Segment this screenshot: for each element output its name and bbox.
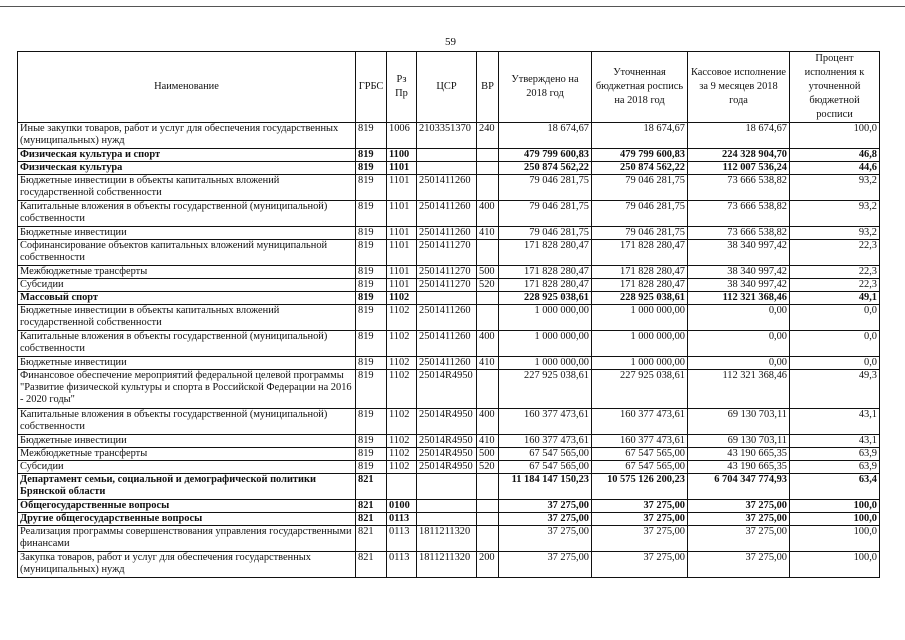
cell-vr: 410 [477, 227, 499, 240]
table-row [18, 500, 880, 513]
cell-grbs: 819 [356, 162, 387, 175]
cell-rzpr: 1100 [387, 149, 417, 162]
cell-refined: 227 925 038,61 [592, 370, 688, 409]
cell-csr: 1811211320 [417, 526, 477, 552]
cell-grbs: 819 [356, 227, 387, 240]
cell-vr: 520 [477, 461, 499, 474]
cell-cash: 0,00 [688, 305, 790, 331]
cell-name: Массовый спорт [18, 292, 356, 305]
cell-csr: 2501411260 [417, 175, 477, 201]
cell-name: Физическая культура и спорт [18, 149, 356, 162]
cell-refined: 79 046 281,75 [592, 201, 688, 227]
cell-cash: 6 704 347 774,93 [688, 474, 790, 500]
cell-csr: 2501411270 [417, 279, 477, 292]
header-approved: Утверждено на 2018 год [499, 52, 592, 123]
cell-rzpr: 1101 [387, 240, 417, 266]
cell-name: Субсидии [18, 279, 356, 292]
cell-approved: 228 925 038,61 [499, 292, 592, 305]
cell-csr: 2501411260 [417, 331, 477, 357]
cell-refined: 171 828 280,47 [592, 279, 688, 292]
cell-grbs: 819 [356, 279, 387, 292]
cell-grbs: 819 [356, 305, 387, 331]
cell-rzpr: 1102 [387, 331, 417, 357]
cell-rzpr: 1101 [387, 162, 417, 175]
cell-grbs: 821 [356, 526, 387, 552]
cell-refined: 1 000 000,00 [592, 357, 688, 370]
cell-name: Общегосударственные вопросы [18, 500, 356, 513]
cell-approved: 79 046 281,75 [499, 175, 592, 201]
cell-rzpr: 1102 [387, 305, 417, 331]
cell-rzpr: 1102 [387, 461, 417, 474]
table-row [18, 292, 880, 305]
cell-grbs: 819 [356, 149, 387, 162]
cell-percent: 0,0 [790, 305, 880, 331]
cell-percent: 93,2 [790, 201, 880, 227]
cell-approved: 37 275,00 [499, 552, 592, 578]
cell-refined: 37 275,00 [592, 513, 688, 526]
cell-approved: 37 275,00 [499, 500, 592, 513]
table-row [18, 435, 880, 448]
cell-csr [417, 513, 477, 526]
cell-vr [477, 370, 499, 409]
cell-cash: 224 328 904,70 [688, 149, 790, 162]
cell-cash: 38 340 997,42 [688, 279, 790, 292]
cell-grbs: 819 [356, 435, 387, 448]
cell-csr: 2501411260 [417, 201, 477, 227]
cell-refined: 37 275,00 [592, 552, 688, 578]
cell-approved: 67 547 565,00 [499, 461, 592, 474]
cell-approved: 479 799 600,83 [499, 149, 592, 162]
table-body [18, 123, 880, 578]
cell-percent: 22,3 [790, 279, 880, 292]
header-refined: Уточненная бюджетная роспись на 2018 год [592, 52, 688, 123]
cell-rzpr: 1101 [387, 201, 417, 227]
cell-cash: 37 275,00 [688, 500, 790, 513]
cell-percent: 44,6 [790, 162, 880, 175]
cell-vr: 520 [477, 279, 499, 292]
table-row [18, 448, 880, 461]
cell-vr [477, 175, 499, 201]
cell-grbs: 819 [356, 175, 387, 201]
header-row [18, 52, 880, 123]
cell-cash: 0,00 [688, 331, 790, 357]
cell-approved: 227 925 038,61 [499, 370, 592, 409]
cell-rzpr: 0113 [387, 552, 417, 578]
cell-vr: 410 [477, 435, 499, 448]
cell-rzpr: 0100 [387, 500, 417, 513]
cell-vr: 500 [477, 448, 499, 461]
cell-name: Бюджетные инвестиции в объекты капитальных вложений государственной собственности [18, 175, 356, 201]
cell-vr: 240 [477, 123, 499, 149]
cell-approved: 37 275,00 [499, 513, 592, 526]
cell-csr: 25014R4950 [417, 370, 477, 409]
cell-csr [417, 474, 477, 500]
cell-refined: 250 874 562,22 [592, 162, 688, 175]
cell-vr [477, 513, 499, 526]
cell-rzpr: 1102 [387, 370, 417, 409]
cell-vr [477, 305, 499, 331]
cell-grbs: 821 [356, 474, 387, 500]
cell-percent: 49,1 [790, 292, 880, 305]
header-percent: Процент исполнения к уточненной бюджетной росписи [790, 52, 880, 123]
cell-refined: 228 925 038,61 [592, 292, 688, 305]
cell-approved: 250 874 562,22 [499, 162, 592, 175]
cell-percent: 100,0 [790, 552, 880, 578]
cell-name: Иные закупки товаров, работ и услуг для обеспечения государственных (муниципальных) нужд [18, 123, 356, 149]
cell-grbs: 819 [356, 370, 387, 409]
cell-cash: 73 666 538,82 [688, 175, 790, 201]
table-row [18, 357, 880, 370]
cell-grbs: 819 [356, 331, 387, 357]
cell-percent: 0,0 [790, 331, 880, 357]
cell-cash: 112 321 368,46 [688, 292, 790, 305]
cell-percent: 63,9 [790, 461, 880, 474]
cell-refined: 67 547 565,00 [592, 461, 688, 474]
header-rzpr: Рз Пр [387, 52, 417, 123]
table-row [18, 201, 880, 227]
cell-name: Субсидии [18, 461, 356, 474]
cell-approved: 37 275,00 [499, 526, 592, 552]
cell-refined: 79 046 281,75 [592, 175, 688, 201]
table-row [18, 162, 880, 175]
cell-approved: 1 000 000,00 [499, 331, 592, 357]
cell-approved: 18 674,67 [499, 123, 592, 149]
cell-csr: 2501411260 [417, 305, 477, 331]
cell-refined: 479 799 600,83 [592, 149, 688, 162]
table-row [18, 474, 880, 500]
cell-refined: 10 575 126 200,23 [592, 474, 688, 500]
cell-percent: 100,0 [790, 123, 880, 149]
cell-cash: 0,00 [688, 357, 790, 370]
cell-percent: 63,9 [790, 448, 880, 461]
cell-grbs: 821 [356, 513, 387, 526]
cell-name: Финансовое обеспечение мероприятий федеральной целевой программы "Развитие физической культуры и спорта в Российской Федерации на 2016 - 2020 годы" [18, 370, 356, 409]
cell-cash: 112 321 368,46 [688, 370, 790, 409]
cell-csr: 1811211320 [417, 552, 477, 578]
cell-rzpr: 1006 [387, 123, 417, 149]
cell-cash: 37 275,00 [688, 552, 790, 578]
cell-percent: 93,2 [790, 227, 880, 240]
cell-percent: 46,8 [790, 149, 880, 162]
cell-name: Бюджетные инвестиции [18, 435, 356, 448]
table-row [18, 552, 880, 578]
cell-grbs: 819 [356, 357, 387, 370]
cell-refined: 1 000 000,00 [592, 305, 688, 331]
header-csr: ЦСР [417, 52, 477, 123]
cell-name: Бюджетные инвестиции [18, 357, 356, 370]
cell-csr: 2501411260 [417, 227, 477, 240]
table-row [18, 331, 880, 357]
cell-rzpr [387, 474, 417, 500]
cell-cash: 18 674,67 [688, 123, 790, 149]
cell-cash: 37 275,00 [688, 513, 790, 526]
cell-percent: 100,0 [790, 513, 880, 526]
table-row [18, 409, 880, 435]
cell-refined: 79 046 281,75 [592, 227, 688, 240]
table-row [18, 279, 880, 292]
cell-approved: 1 000 000,00 [499, 357, 592, 370]
cell-vr [477, 149, 499, 162]
budget-table [17, 51, 880, 578]
cell-name: Закупка товаров, работ и услуг для обеспечения государственных (муниципальных) нужд [18, 552, 356, 578]
cell-csr: 2103351370 [417, 123, 477, 149]
table-row [18, 305, 880, 331]
cell-percent: 63,4 [790, 474, 880, 500]
table-row [18, 461, 880, 474]
cell-vr [477, 526, 499, 552]
cell-rzpr: 1102 [387, 409, 417, 435]
cell-rzpr: 0113 [387, 526, 417, 552]
cell-name: Межбюджетные трансферты [18, 448, 356, 461]
cell-cash: 112 007 536,24 [688, 162, 790, 175]
cell-csr [417, 149, 477, 162]
table-row [18, 513, 880, 526]
cell-grbs: 819 [356, 201, 387, 227]
cell-grbs: 821 [356, 552, 387, 578]
cell-name: Департамент семьи, социальной и демографической политики Брянской области [18, 474, 356, 500]
header-grbs: ГРБС [356, 52, 387, 123]
cell-csr: 2501411260 [417, 357, 477, 370]
cell-refined: 18 674,67 [592, 123, 688, 149]
cell-refined: 171 828 280,47 [592, 240, 688, 266]
cell-refined: 160 377 473,61 [592, 409, 688, 435]
cell-approved: 171 828 280,47 [499, 266, 592, 279]
cell-percent: 22,3 [790, 240, 880, 266]
cell-refined: 37 275,00 [592, 526, 688, 552]
cell-name: Капитальные вложения в объекты государственной (муниципальной) собственности [18, 331, 356, 357]
cell-refined: 160 377 473,61 [592, 435, 688, 448]
cell-csr: 25014R4950 [417, 409, 477, 435]
cell-percent: 49,3 [790, 370, 880, 409]
cell-grbs: 819 [356, 292, 387, 305]
cell-vr: 400 [477, 201, 499, 227]
cell-grbs: 819 [356, 409, 387, 435]
cell-rzpr: 1102 [387, 357, 417, 370]
cell-rzpr: 1102 [387, 292, 417, 305]
cell-name: Софинансирование объектов капитальных вложений муниципальной собственности [18, 240, 356, 266]
header-cash: Кассовое исполнение за 9 месяцев 2018 года [688, 52, 790, 123]
cell-name: Межбюджетные трансферты [18, 266, 356, 279]
cell-approved: 67 547 565,00 [499, 448, 592, 461]
cell-approved: 11 184 147 150,23 [499, 474, 592, 500]
cell-percent: 22,3 [790, 266, 880, 279]
cell-refined: 1 000 000,00 [592, 331, 688, 357]
cell-rzpr: 1102 [387, 435, 417, 448]
table-row [18, 240, 880, 266]
cell-refined: 67 547 565,00 [592, 448, 688, 461]
cell-vr: 410 [477, 357, 499, 370]
cell-vr: 400 [477, 331, 499, 357]
cell-name: Бюджетные инвестиции [18, 227, 356, 240]
header-vr: ВР [477, 52, 499, 123]
cell-percent: 100,0 [790, 500, 880, 513]
cell-approved: 79 046 281,75 [499, 227, 592, 240]
cell-csr: 25014R4950 [417, 461, 477, 474]
cell-csr [417, 292, 477, 305]
cell-percent: 0,0 [790, 357, 880, 370]
cell-cash: 43 190 665,35 [688, 448, 790, 461]
cell-percent: 100,0 [790, 526, 880, 552]
cell-name: Реализация программы совершенствования управления государственными финансами [18, 526, 356, 552]
cell-refined: 37 275,00 [592, 500, 688, 513]
cell-cash: 38 340 997,42 [688, 240, 790, 266]
cell-vr [477, 500, 499, 513]
table-row [18, 175, 880, 201]
table-row [18, 526, 880, 552]
cell-percent: 43,1 [790, 435, 880, 448]
cell-name: Капитальные вложения в объекты государственной (муниципальной) собственности [18, 409, 356, 435]
cell-grbs: 819 [356, 461, 387, 474]
cell-vr [477, 162, 499, 175]
cell-rzpr: 1101 [387, 227, 417, 240]
cell-percent: 43,1 [790, 409, 880, 435]
cell-percent: 93,2 [790, 175, 880, 201]
table-row [18, 123, 880, 149]
table-row [18, 370, 880, 409]
cell-rzpr: 1102 [387, 448, 417, 461]
cell-csr [417, 500, 477, 513]
cell-rzpr: 1101 [387, 175, 417, 201]
cell-vr: 400 [477, 409, 499, 435]
cell-name: Капитальные вложения в объекты государственной (муниципальной) собственности [18, 201, 356, 227]
cell-grbs: 819 [356, 266, 387, 279]
cell-refined: 171 828 280,47 [592, 266, 688, 279]
cell-csr: 2501411270 [417, 266, 477, 279]
cell-vr [477, 240, 499, 266]
cell-cash: 37 275,00 [688, 526, 790, 552]
cell-grbs: 819 [356, 448, 387, 461]
cell-vr [477, 292, 499, 305]
cell-approved: 79 046 281,75 [499, 201, 592, 227]
page-number: 59 [445, 36, 456, 48]
cell-grbs: 819 [356, 240, 387, 266]
cell-approved: 1 000 000,00 [499, 305, 592, 331]
cell-vr: 500 [477, 266, 499, 279]
cell-rzpr: 1101 [387, 266, 417, 279]
cell-grbs: 819 [356, 123, 387, 149]
cell-name: Физическая культура [18, 162, 356, 175]
cell-cash: 73 666 538,82 [688, 201, 790, 227]
cell-cash: 73 666 538,82 [688, 227, 790, 240]
table-row [18, 266, 880, 279]
cell-cash: 69 130 703,11 [688, 435, 790, 448]
cell-csr: 25014R4950 [417, 448, 477, 461]
cell-approved: 171 828 280,47 [499, 240, 592, 266]
cell-approved: 160 377 473,61 [499, 409, 592, 435]
cell-vr: 200 [477, 552, 499, 578]
cell-cash: 69 130 703,11 [688, 409, 790, 435]
cell-approved: 171 828 280,47 [499, 279, 592, 292]
cell-cash: 43 190 665,35 [688, 461, 790, 474]
header-name: Наименование [18, 52, 356, 123]
cell-csr [417, 162, 477, 175]
cell-csr: 2501411270 [417, 240, 477, 266]
table-row [18, 149, 880, 162]
cell-csr: 25014R4950 [417, 435, 477, 448]
top-rule [0, 6, 905, 7]
table-row [18, 227, 880, 240]
cell-rzpr: 1101 [387, 279, 417, 292]
cell-rzpr: 0113 [387, 513, 417, 526]
cell-grbs: 821 [356, 500, 387, 513]
cell-vr [477, 474, 499, 500]
cell-name: Бюджетные инвестиции в объекты капитальных вложений государственной собственности [18, 305, 356, 331]
cell-name: Другие общегосударственные вопросы [18, 513, 356, 526]
cell-cash: 38 340 997,42 [688, 266, 790, 279]
cell-approved: 160 377 473,61 [499, 435, 592, 448]
